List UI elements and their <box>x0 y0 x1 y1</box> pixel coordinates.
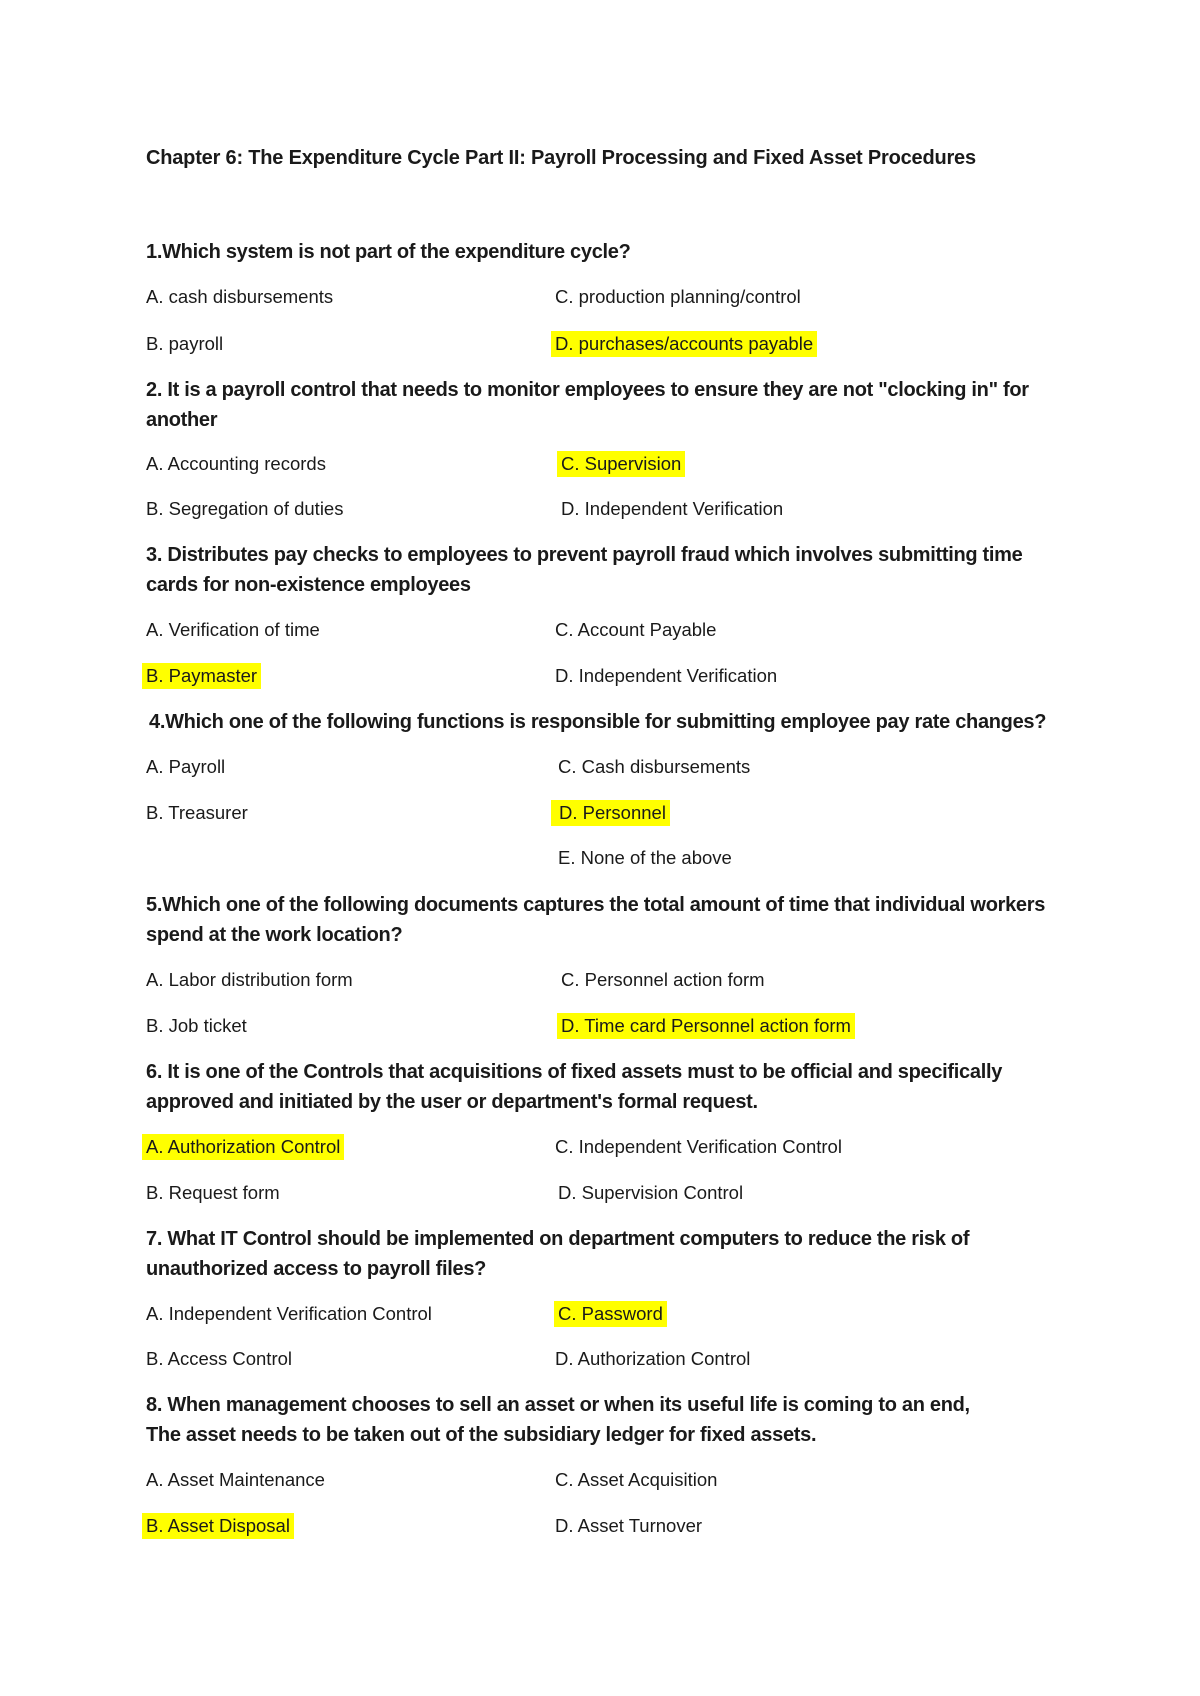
q3-option-b-answer: B. Paymaster <box>142 663 261 689</box>
q3-option-c: C. Account Payable <box>555 619 717 640</box>
q2-option-c-answer: C. Supervision <box>557 451 685 477</box>
q4-option-b: B. Treasurer <box>146 802 248 823</box>
q5-option-c: C. Personnel action form <box>561 969 765 990</box>
q1-option-b: B. payroll <box>146 333 224 354</box>
q1-option-a: A. cash disbursements <box>146 286 334 307</box>
q8-option-d: D. Asset Turnover <box>555 1515 703 1536</box>
q2-option-d: D. Independent Verification <box>561 498 784 519</box>
q8-option-b-answer: B. Asset Disposal <box>142 1513 294 1539</box>
q4-option-e: E. None of the above <box>558 847 732 868</box>
q7-option-d: D. Authorization Control <box>555 1348 751 1369</box>
q5-option-a: A. Labor distribution form <box>146 969 353 990</box>
question-6: 6. It is one of the Controls that acquisitions of fixed assets must to be official and specifically approved and initiated by the user or department's formal request. <box>146 1061 1003 1113</box>
q2-option-a: A. Accounting records <box>146 453 326 474</box>
q8-option-a: A. Asset Maintenance <box>146 1469 325 1490</box>
q7-option-a: A. Independent Verification Control <box>146 1303 432 1324</box>
q5-option-d-answer: D. Time card Personnel action form <box>557 1013 855 1039</box>
q4-option-a: A. Payroll <box>146 756 226 777</box>
q6-option-d: D. Supervision Control <box>558 1182 744 1203</box>
question-8-line-1: 8. When management chooses to sell an asset or when its useful life is coming to an end, <box>146 1394 970 1416</box>
question-2: 2. It is a payroll control that needs to monitor employees to ensure they are not "clocking in" for another <box>146 379 1029 431</box>
question-3: 3. Distributes pay checks to employees to prevent payroll fraud which involves submitting time cards for non-existence employees <box>146 544 1023 596</box>
question-8-line-2: The asset needs to be taken out of the subsidiary ledger for fixed assets. <box>146 1424 817 1446</box>
q4-option-c: C. Cash disbursements <box>558 756 751 777</box>
q4-option-d-answer: D. Personnel <box>551 800 670 826</box>
q6-option-c: C. Independent Verification Control <box>555 1136 842 1157</box>
question-5: 5.Which one of the following documents captures the total amount of time that individual workers spend at the work location? <box>146 894 1046 946</box>
q6-option-b: B. Request form <box>146 1182 280 1203</box>
q7-option-c-answer: C. Password <box>554 1301 667 1327</box>
q3-option-a: A. Verification of time <box>146 619 320 640</box>
question-4: 4.Which one of the following functions is responsible for submitting employee pay rate changes? <box>149 711 1047 733</box>
q5-option-b: B. Job ticket <box>146 1015 247 1036</box>
page-title: Chapter 6: The Expenditure Cycle Part II: Payroll Processing and Fixed Asset Procedures <box>146 147 976 169</box>
q3-option-d: D. Independent Verification <box>555 665 778 686</box>
q6-option-a-answer: A. Authorization Control <box>142 1134 344 1160</box>
q1-option-c: C. production planning/control <box>555 286 801 307</box>
q7-option-b: B. Access Control <box>146 1348 293 1369</box>
q1-option-d-answer: D. purchases/accounts payable <box>551 331 817 357</box>
q2-option-b: B. Segregation of duties <box>146 498 344 519</box>
q8-option-c: C. Asset Acquisition <box>555 1469 718 1490</box>
question-7: 7. What IT Control should be implemented on department computers to reduce the risk of unauthorized access to payroll files? <box>146 1228 970 1280</box>
question-1: 1.Which system is not part of the expenditure cycle? <box>146 241 631 263</box>
